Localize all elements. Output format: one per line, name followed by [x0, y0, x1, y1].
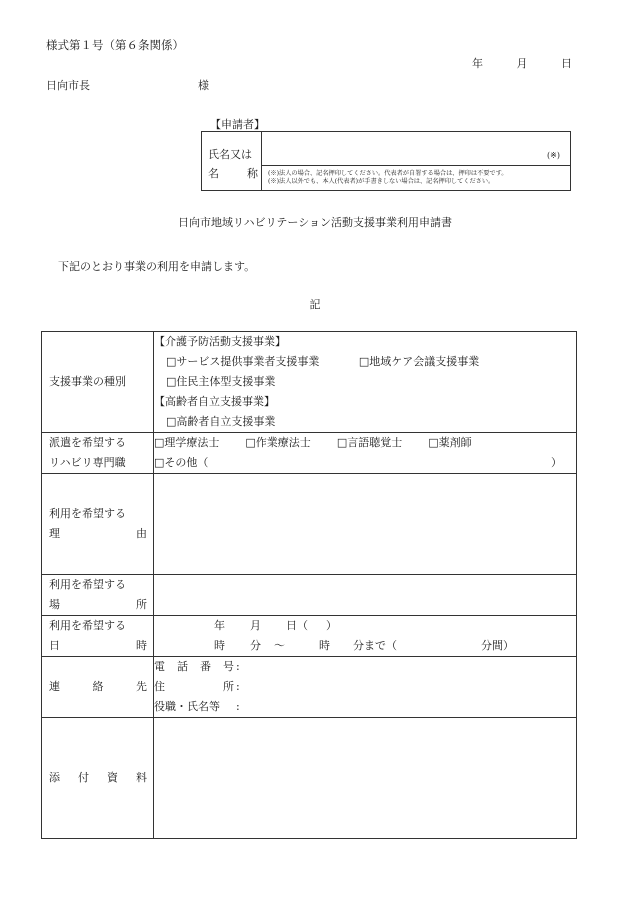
contact-field[interactable] — [154, 657, 577, 718]
addressee — [46, 77, 209, 93]
addressee-honorific: 様 — [198, 79, 209, 92]
checkbox-ot[interactable]: □作業療法士 — [245, 436, 311, 449]
label-char: 添 — [49, 771, 60, 784]
dt-month: 月 — [250, 619, 261, 632]
label-char: 先 — [136, 680, 147, 693]
rehab-label — [42, 433, 154, 474]
label-line: 利用を希望する — [49, 578, 126, 591]
key-char: 号 — [223, 660, 234, 673]
attachments-label — [42, 718, 154, 839]
dt-day: 日（ — [286, 619, 308, 632]
contact-phone — [154, 657, 576, 677]
applicant-label-line1: 氏名又は — [208, 148, 252, 161]
key-char: 所 — [223, 680, 234, 693]
label-line: 利用を希望する — [49, 619, 126, 632]
service-options-row — [154, 352, 576, 372]
addressee-name: 日向市長 — [46, 79, 90, 92]
seal-mark: (※) — [547, 151, 560, 160]
label-line — [49, 524, 147, 544]
label-char: 由 — [136, 527, 147, 540]
dt-hour: 時 — [214, 639, 225, 652]
label-char: 資 — [107, 771, 118, 784]
date-day: 日 — [561, 57, 572, 70]
label-line: 利用を希望する — [49, 507, 126, 520]
key-char: 住 — [154, 680, 165, 693]
rehab-other-row — [154, 453, 576, 473]
checkbox-service-provider[interactable]: □サービス提供事業者支援事業 — [166, 355, 320, 368]
service-type-cell — [154, 332, 577, 433]
contact-key — [154, 677, 234, 697]
date-year: 年 — [472, 57, 483, 70]
date-line — [450, 55, 572, 71]
label-line — [49, 768, 147, 788]
group-heading: 【高齢者自立支援事業】 — [154, 395, 275, 408]
label-line — [49, 636, 147, 656]
lead-text: 下記のとおり事業の利用を申請します。 — [58, 260, 256, 273]
table-row — [42, 474, 577, 575]
applicant-note-2: (※)法人以外でも、本人(代表者)が手書きしない場合は、記名押印してください。 — [268, 178, 495, 185]
dt-year: 年 — [214, 619, 225, 632]
label-char: 名 — [208, 167, 219, 180]
label-line — [49, 595, 147, 615]
dt-minute: 分 — [250, 639, 261, 652]
service-type-label: 支援事業の種別 — [42, 332, 154, 433]
label-char: 称 — [247, 167, 258, 180]
colon: : — [236, 680, 240, 693]
label-char: 絡 — [92, 680, 104, 693]
key-char: 話 — [177, 660, 188, 673]
label-char: 連 — [49, 680, 60, 693]
label-char: 場 — [49, 598, 60, 611]
reason-field[interactable] — [154, 474, 577, 575]
reason-label — [42, 474, 154, 575]
application-table — [41, 331, 577, 839]
label-char: 料 — [136, 771, 147, 784]
table-row — [42, 718, 577, 839]
checkbox-other[interactable]: □その他（ — [154, 456, 209, 469]
datetime-field[interactable] — [154, 616, 577, 657]
rehab-cell — [154, 433, 577, 474]
date-month: 月 — [516, 57, 528, 70]
label-char: 時 — [136, 639, 147, 652]
table-row — [42, 657, 577, 718]
applicant-heading: 【申請者】 — [210, 118, 265, 131]
applicant-label-line2 — [208, 165, 258, 181]
checkbox-pt[interactable]: □理学療法士 — [154, 436, 220, 449]
applicant-note-1: (※)法人の場合、記名押印してください。代表者が自署する場合は、押印は不要です。 — [268, 170, 508, 177]
applicant-name-field[interactable] — [262, 132, 570, 166]
contact-label — [42, 657, 154, 718]
dt-minutes-total: 分間） — [481, 639, 514, 652]
checkbox-resident-led[interactable]: □住民主体型支援事業 — [166, 375, 276, 388]
dt-until: 分まで（ — [353, 639, 397, 652]
contact-key: 役職・氏名等 — [154, 700, 220, 713]
checkbox-elderly-independence[interactable]: □高齢者自立支援事業 — [166, 415, 276, 428]
attachments-field[interactable] — [154, 718, 577, 839]
label-line: 派遣を希望する — [49, 436, 126, 449]
colon: : — [236, 700, 240, 713]
key-char: 電 — [154, 660, 165, 673]
applicant-label-column — [202, 132, 262, 190]
table-row — [42, 433, 577, 474]
time-row — [154, 636, 576, 656]
table-row — [42, 332, 577, 433]
datetime-label — [42, 616, 154, 657]
dt-tilde: ～ — [274, 639, 285, 652]
document-title: 日向市地域リハビリテーション活動支援事業利用申請書 — [177, 216, 452, 229]
checkbox-st[interactable]: □言語聴覚士 — [336, 436, 403, 449]
label-char: 所 — [136, 598, 147, 611]
key-char: 番 — [200, 660, 211, 673]
contact-key — [154, 657, 234, 677]
label-line — [49, 677, 147, 697]
checkbox-pharmacist[interactable]: □薬剤師 — [428, 436, 472, 449]
colon: : — [236, 660, 240, 673]
contact-title-name — [154, 697, 576, 717]
table-row — [42, 575, 577, 616]
rehab-options-row — [154, 433, 576, 453]
dt-hour2: 時 — [319, 639, 330, 652]
place-field[interactable] — [154, 575, 577, 616]
contact-address — [154, 677, 576, 697]
dt-dow-close: ） — [326, 619, 337, 632]
form-number: 様式第１号（第６条関係） — [46, 38, 184, 52]
other-close-paren: ） — [551, 456, 562, 469]
applicant-box — [201, 131, 571, 191]
group-heading: 【介護予防活動支援事業】 — [154, 335, 286, 348]
label-char: 日 — [49, 639, 60, 652]
label-char: 付 — [78, 771, 89, 784]
date-row — [154, 616, 576, 636]
table-row — [42, 616, 577, 657]
label-char: 理 — [49, 527, 60, 540]
checkbox-care-meeting[interactable]: □地域ケア会議支援事業 — [358, 355, 480, 368]
place-label — [42, 575, 154, 616]
ki-heading: 記 — [309, 298, 321, 311]
label-line: リハビリ専門職 — [49, 456, 126, 469]
